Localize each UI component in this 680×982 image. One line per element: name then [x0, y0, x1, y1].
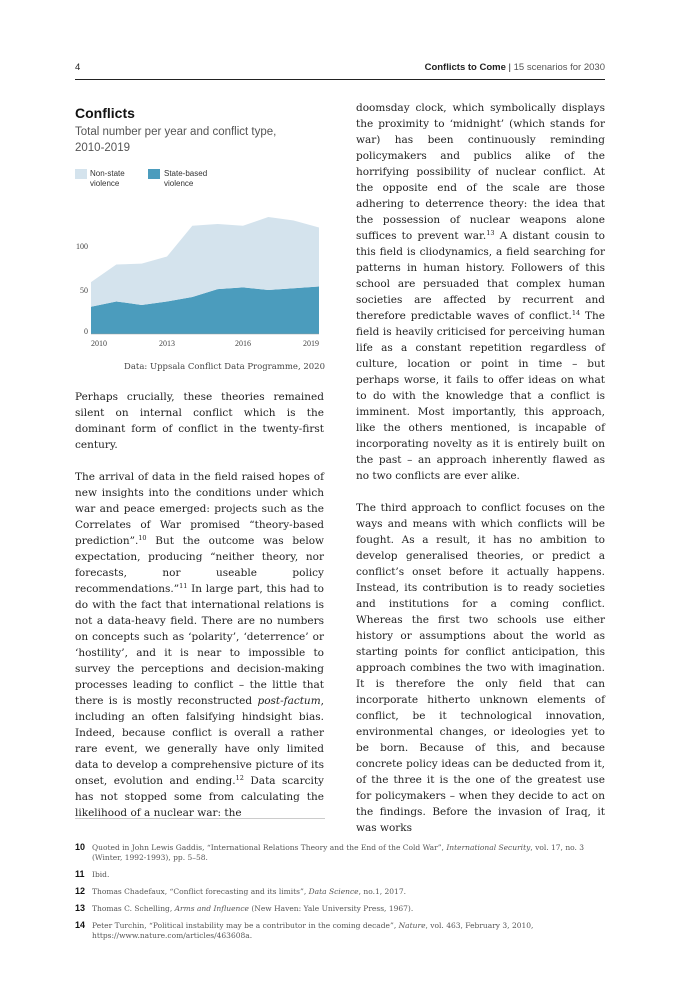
footnote-text: Thomas Chadefaux, “Conflict forecasting and its limits”,: [92, 887, 309, 896]
legend-swatch-state-based: [148, 169, 160, 179]
figure-title: Conflicts: [75, 105, 135, 121]
text-run: , including an often falsifying hindsight bias. Indeed, because conflict is overall a rather rare event, we generally have only limited data to develop a comprehensive picture of its onset, evolution and ending.: [75, 695, 324, 787]
footnote-13: [75, 904, 605, 914]
footnote-emphasis: Data Science: [308, 887, 359, 896]
footnote-number: 14: [75, 920, 86, 930]
legend-item-non-state: [90, 169, 125, 188]
footnote-text: , vol. 463, February 3, 2010, https://www.nature.com/articles/463608a.: [92, 921, 534, 940]
text-run: The arrival of data in the field raised hopes of new insights into the conditions under which war and peace emerged: projects such as the Correlates of War promised “theory-based prediction”.: [75, 471, 324, 547]
footnote-rule: [75, 818, 325, 819]
text-run: doomsday clock, which symbolically displays the proximity to ‘midnight’ (which stands for war) has been continuously reminding policymakers and publics alike of the horrifying possibility of nuclear conflict. At the opposite end of the scale are those adhering to deterrence theory: the idea that the possession of nuclear weapons alone suffices to prevent war.: [356, 102, 605, 242]
left-paragraph-1: Perhaps crucially, these theories remained silent on internal conflict which is the dominant form of conflict in the twenty-first century.: [75, 391, 324, 451]
footnote-12: [75, 887, 605, 897]
footnote-14: [75, 921, 605, 941]
footnote-number: 12: [75, 886, 86, 896]
text-run: But the outcome was below expectation, producing “neither theory, nor forecasts, nor useable policy recommendations.”: [75, 535, 324, 595]
footnote-text: Quoted in John Lewis Gaddis, “International Relations Theory and the End of the Cold War”,: [92, 843, 447, 852]
footnote-ref-14[interactable]: 14: [571, 309, 581, 317]
footnote-10: [75, 843, 605, 863]
emphasis-post-factum: post-factum: [257, 695, 321, 707]
running-title: Conflicts to Come: [424, 62, 506, 73]
text-run: In large part, this had to do with the fact that international relations is not a data-heavy field. There are no numbers on concepts such as ‘polarity’, ‘deterrence’ or ‘hostility’, and it is near to impossible to survey the perceptions and decision-making processes leading to conflict – the little that there is is mostly reconstructed: [75, 583, 324, 707]
legend-swatch-non-state: [75, 169, 87, 179]
footnote-emphasis: Arms and Influence: [174, 904, 249, 913]
text-run: A distant cousin to this field is cliodynamics, a field searching for patterns in human history. Followers of this school are persuaded that complex human societies are affected by recurrent and therefore predictable waves of conflict.: [356, 230, 605, 322]
text-run: Data scarcity has not stopped some from calculating the likelihood of a nuclear war: the: [75, 775, 324, 819]
x-tick-label: 2016: [235, 339, 251, 348]
footnote-ref-11[interactable]: 11: [179, 582, 188, 590]
footnotes: [75, 843, 605, 948]
x-tick-label: 2019: [303, 339, 319, 348]
footnote-emphasis: Nature: [398, 921, 426, 930]
legend-item-state-based: [164, 169, 207, 188]
footnote-ref-13[interactable]: 13: [486, 229, 495, 237]
y-tick-label: 100: [76, 242, 88, 251]
page-header: [75, 62, 605, 78]
running-subtitle: 15 scenarios for 2030: [513, 62, 605, 73]
footnote-number: 13: [75, 903, 86, 913]
footnote-text: , vol. 17, no. 3 (Winter, 1992-1993), pp. 5–58.: [92, 843, 585, 862]
footnote-ref-10[interactable]: 10: [138, 534, 147, 542]
footnote-11: [75, 870, 605, 880]
running-header: [425, 62, 605, 73]
footnote-text: (New Haven: Yale University Press, 1967).: [248, 904, 414, 913]
right-column: [356, 100, 605, 836]
conflicts-area-chart: [75, 200, 325, 360]
legend-label-line2: violence: [90, 178, 120, 188]
y-tick-label: 0: [84, 327, 88, 336]
left-column: [75, 389, 324, 821]
y-tick-label: 50: [80, 286, 88, 295]
footnote-emphasis: International Security: [446, 843, 531, 852]
page-number: 4: [75, 62, 81, 73]
footnote-text: , no.1, 2017.: [358, 887, 406, 896]
text-run: The field is heavily criticised for perceiving human life as a constant repetition regardless of culture, location or point in time – but perhaps worse, it fails to offer ideas on what to do with the knowledge that a conflict is imminent. Most importantly, this approach, like the others mentioned, is incapable of incorporating novelty as it is entirely built on the past – an approach inherently flawed as no two conflicts are ever alike.: [356, 310, 605, 482]
footnote-text: Thomas C. Schelling,: [92, 904, 175, 913]
running-separator: |: [505, 62, 514, 73]
x-tick-label: 2010: [91, 339, 107, 348]
figure-source: Data: Uppsala Conflict Data Programme, 2020: [124, 362, 325, 372]
legend-label-line1: Non-state: [90, 169, 125, 178]
footnote-number: 11: [75, 869, 85, 879]
figure-subtitle: Total number per year and conflict type, 2010-2019: [75, 126, 277, 154]
footnote-text: Ibid.: [92, 870, 110, 879]
right-paragraph-2: The third approach to conflict focuses on the ways and means with which conflicts will be fought. As a result, it has no ambition to develop generalised theories, or predict a conflict’s onset before it actually happens. Instead, its contribution is to ready societies and institutions for a coming conflict. Whereas the first two schools use either history or assumptions about the world as starting points for conflict anticipation, this approach combines the two with imagination. It is therefore the only field that can incorporate hitherto unknown elements of conflict, be it technological innovation, environmental changes, or ideologies yet to be born. Because of this, and because concrete policy ideas can be deducted from it, of the three it is the one of the greatest use for policymakers – when they decide to act on the findings. Before the invasion of Iraq, it was works: [356, 502, 605, 834]
right-paragraph-1: [356, 100, 605, 484]
x-tick-label: 2013: [159, 339, 175, 348]
legend-label-line1: State-based: [164, 169, 208, 178]
footnote-number: 10: [75, 842, 86, 852]
left-paragraph-2: [75, 469, 324, 821]
footnote-text: Peter Turchin, “Political instability may be a contributor in the coming decade”,: [92, 921, 399, 930]
header-rule: [75, 79, 605, 80]
legend-label-line2: violence: [164, 178, 194, 188]
footnote-ref-12[interactable]: 12: [235, 774, 244, 782]
